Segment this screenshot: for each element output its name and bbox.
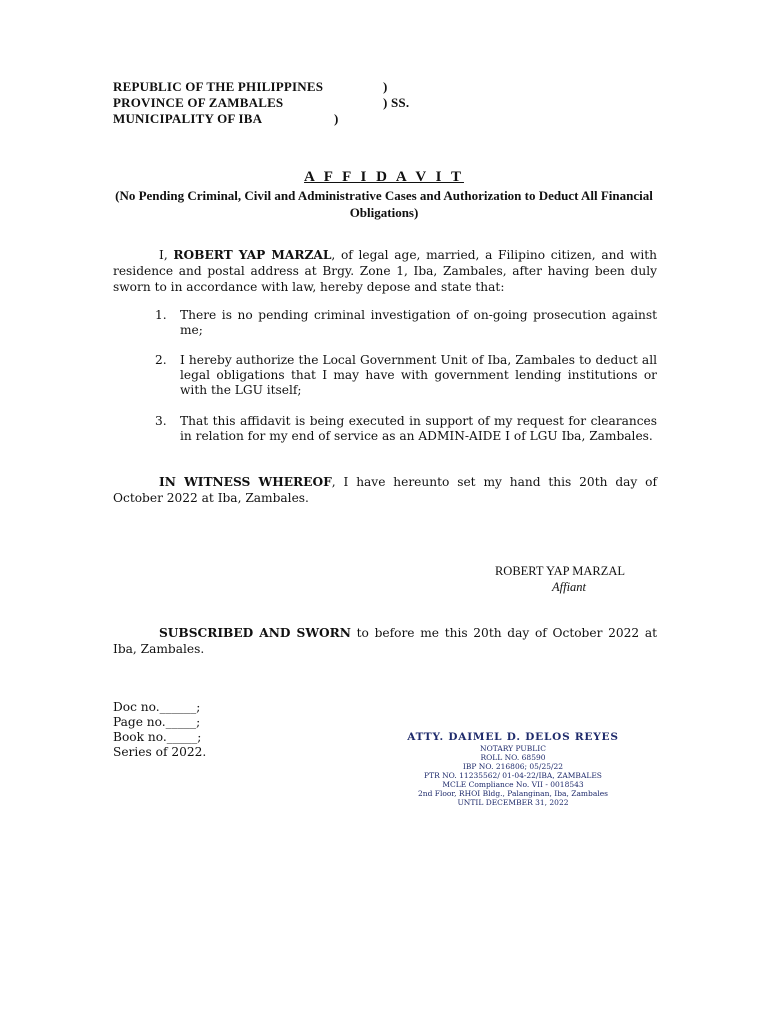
venue-caption xyxy=(113,79,433,127)
notary-until: UNTIL DECEMBER 31, 2022 xyxy=(457,798,569,807)
notary-address: 2nd Floor, RHOI Bldg., Palanginan, Iba, Zambales xyxy=(417,789,609,798)
notary-roll: ROLL NO. 68590 xyxy=(480,753,546,762)
document-subtitle: (No Pending Criminal, Civil and Administrative Cases and Authorization to Deduct All Financial Obligations) xyxy=(115,188,653,220)
list-item-text: I hereby authorize the Local Government Unit of Iba, Zambales to deduct all legal obligations that I may have with government lending institutions or with the LGU itself; xyxy=(180,353,657,397)
affiant-role: Affiant xyxy=(551,580,587,594)
list-item-number: 3. xyxy=(155,414,167,428)
notary-mcle: MCLE Compliance No. VII - 0018543 xyxy=(442,780,584,789)
affiant-block xyxy=(460,563,660,595)
list-item-number: 1. xyxy=(155,308,167,322)
caption-line-1: REPUBLIC OF THE PHILIPPINES xyxy=(113,79,324,94)
caption-line-3-bracket: ) xyxy=(334,111,339,126)
intro-prefix: I, xyxy=(159,248,168,262)
notary-name: ATTY. DAIMEL D. DELOS REYES xyxy=(407,731,619,743)
notary-ptr: PTR NO. 11235562/ 01-04-22/IBA, ZAMBALES xyxy=(424,771,602,780)
caption-line-3: MUNICIPALITY OF IBA xyxy=(113,111,263,126)
caption-line-2: PROVINCE OF ZAMBALES xyxy=(113,95,284,110)
witness-text: , I have hereunto set my hand this 20th day of October 2022 at Iba, Zambales. xyxy=(113,475,657,505)
notary-title: NOTARY PUBLIC xyxy=(480,744,546,753)
jurat-heading: SUBSCRIBED AND SWORN xyxy=(159,626,351,640)
caption-line-1-bracket: ) xyxy=(383,79,388,94)
jurat-text: to before me this 20th day of October 2022 at Iba, Zambales. xyxy=(113,626,657,656)
intro-text: , of legal age, married, a Filipino citizen, and with residence and postal address at Brgy. Zone 1, Iba, Zambales, after having been duly sworn to in accordance with law, hereby depose and state that: xyxy=(113,248,658,294)
book-number: Book no._____; xyxy=(113,730,202,744)
series-year: Series of 2022. xyxy=(113,745,207,759)
notarial-register xyxy=(113,700,273,760)
notary-stamp xyxy=(390,731,636,807)
list-item-text: That this affidavit is being executed in support of my request for clearances in relation for my end of service as an ADMIN-AIDE I of LGU Iba, Zambales. xyxy=(180,414,657,443)
page-number: Page no._____; xyxy=(113,715,201,729)
jurat-paragraph xyxy=(113,625,657,657)
affiant-name-inline: ROBERT YAP MARZAL xyxy=(173,248,332,262)
doc-number: Doc no.______; xyxy=(113,700,201,714)
document-title: A F F I D A V I T xyxy=(304,169,464,185)
list-item-number: 2. xyxy=(155,353,167,367)
caption-line-2-bracket: ) SS. xyxy=(383,95,410,110)
witness-paragraph xyxy=(113,474,657,506)
list-item-text: There is no pending criminal investigation of on-going prosecution against me; xyxy=(180,308,657,337)
affiant-name: ROBERT YAP MARZAL xyxy=(494,564,626,578)
witness-heading: IN WITNESS WHEREOF xyxy=(159,475,332,489)
intro-paragraph xyxy=(113,247,657,295)
notary-ibp: IBP NO. 216806; 05/25/22 xyxy=(462,762,564,771)
